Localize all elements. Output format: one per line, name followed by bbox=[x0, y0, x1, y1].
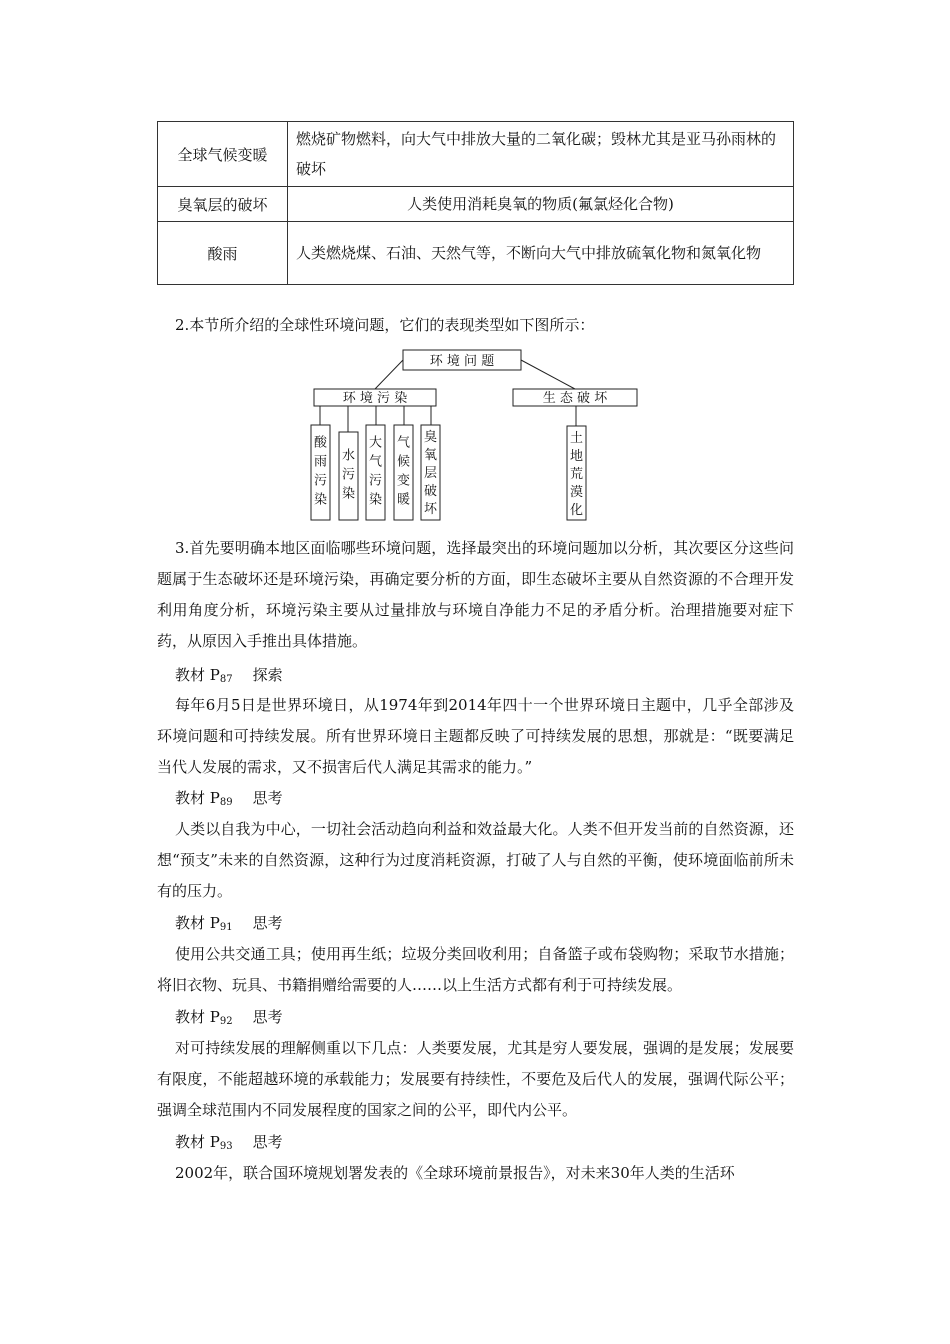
diagram-leaf-box bbox=[311, 425, 330, 520]
item-2-text: 2.本节所介绍的全球性环境问题，它们的表现类型如下图所示： bbox=[175, 316, 595, 334]
book-label: 教材 P bbox=[175, 914, 220, 932]
pollution-label: 环 境 污 染 bbox=[342, 391, 408, 406]
page-number: 87 bbox=[219, 674, 233, 685]
book-label: 教材 P bbox=[175, 789, 220, 807]
section-label: 思考 bbox=[252, 789, 283, 807]
diagram-leaf-box bbox=[421, 425, 440, 520]
diagram-leaf-label: 大气污染 bbox=[368, 435, 383, 508]
book-label: 教材 P bbox=[175, 666, 220, 684]
diagram-leaf-label: 气候变暖 bbox=[396, 435, 411, 508]
section-heading bbox=[175, 783, 283, 818]
book-label: 教材 P bbox=[175, 1133, 220, 1151]
page-number: 91 bbox=[219, 922, 233, 933]
book-label: 教材 P bbox=[175, 1008, 220, 1026]
diagram-leaf-box bbox=[567, 426, 586, 520]
section-label: 思考 bbox=[252, 1133, 283, 1151]
page-number: 92 bbox=[219, 1016, 233, 1027]
diagram-leaf-label: 臭氧层破坏 bbox=[423, 430, 438, 517]
diagram-leaf-box bbox=[366, 425, 385, 520]
section-text: 2002年，联合国环境规划署发表的《全球环境前景报告》，对未来30年人类的生活环 bbox=[175, 1164, 735, 1182]
cause-cell: 人类使用消耗臭氧的物质(氟氯烃化合物) bbox=[288, 187, 794, 222]
section-label: 思考 bbox=[252, 914, 283, 932]
section-heading bbox=[175, 1127, 283, 1162]
diagram-leaf-box bbox=[339, 432, 358, 520]
section-heading bbox=[175, 908, 283, 943]
diagram-leaf-label: 土地荒漠化 bbox=[569, 431, 584, 518]
diagram-leaf-box bbox=[394, 425, 413, 520]
root-label: 环 境 问 题 bbox=[429, 354, 495, 369]
section-label: 探索 bbox=[252, 666, 283, 684]
page-number: 93 bbox=[219, 1141, 233, 1152]
environment-problem-diagram bbox=[0, 0, 950, 540]
page-number: 89 bbox=[219, 797, 233, 808]
section-text: 对可持续发展的理解侧重以下几点：人类要发展，尤其是穷人要发展，强调的是发展；发展要有限度，不能超越环境的承载能力；发展要有持续性，不要危及后代人的发展，强调代际公平；强调全球范围内不同发展程度的国家之间的公平，即代内公平。 bbox=[157, 1039, 794, 1119]
item-3-text: 3.首先要明确本地区面临哪些环境问题，选择最突出的环境问题加以分析，其次要区分这些问题属于生态破坏还是环境污染，再确定要分析的方面，即生态破坏主要从自然资源的不合理开发利用角度分析，环境污染主要从过量排放与环境自净能力不足的矛盾分析。治理措施要对症下药，从原因入手推出具体措施。 bbox=[157, 539, 794, 650]
section-text: 人类以自我为中心，一切社会活动趋向利益和效益最大化。人类不但开发当前的自然资源，还想“预支”未来的自然资源，这种行为过度消耗资源，打破了人与自然的平衡，使环境面临前所未有的压力。 bbox=[157, 820, 794, 900]
section-text: 每年6月5日是世界环境日，从1974年到2014年四十一个世界环境日主题中，几乎全部涉及环境问题和可持续发展。所有世界环境日主题都反映了可持续发展的思想，那就是：“既要满足当代人发展的需求，又不损害后代人满足其需求的能力。” bbox=[157, 696, 794, 776]
problem-cell: 臭氧层的破坏 bbox=[158, 187, 288, 222]
section-label: 思考 bbox=[252, 1008, 283, 1026]
diagram-leaf-label: 水污染 bbox=[341, 448, 356, 502]
cause-cell: 燃烧矿物燃料，向大气中排放大量的二氧化碳；毁林尤其是亚马孙雨林的破坏 bbox=[288, 122, 794, 187]
ecology-label: 生 态 破 坏 bbox=[542, 391, 608, 406]
diagram-leaf-label: 酸雨污染 bbox=[313, 435, 328, 508]
cause-cell: 人类燃烧煤、石油、天然气等，不断向大气中排放硫氧化物和氮氧化物 bbox=[288, 222, 794, 285]
problem-cell: 酸雨 bbox=[158, 222, 288, 285]
section-heading bbox=[175, 1002, 283, 1037]
section-text: 使用公共交通工具；使用再生纸；垃圾分类回收利用；自备篮子或布袋购物；采取节水措施；将旧衣物、玩具、书籍捐赠给需要的人……以上生活方式都有利于可持续发展。 bbox=[157, 945, 794, 994]
problem-cell: 全球气候变暖 bbox=[158, 122, 288, 187]
